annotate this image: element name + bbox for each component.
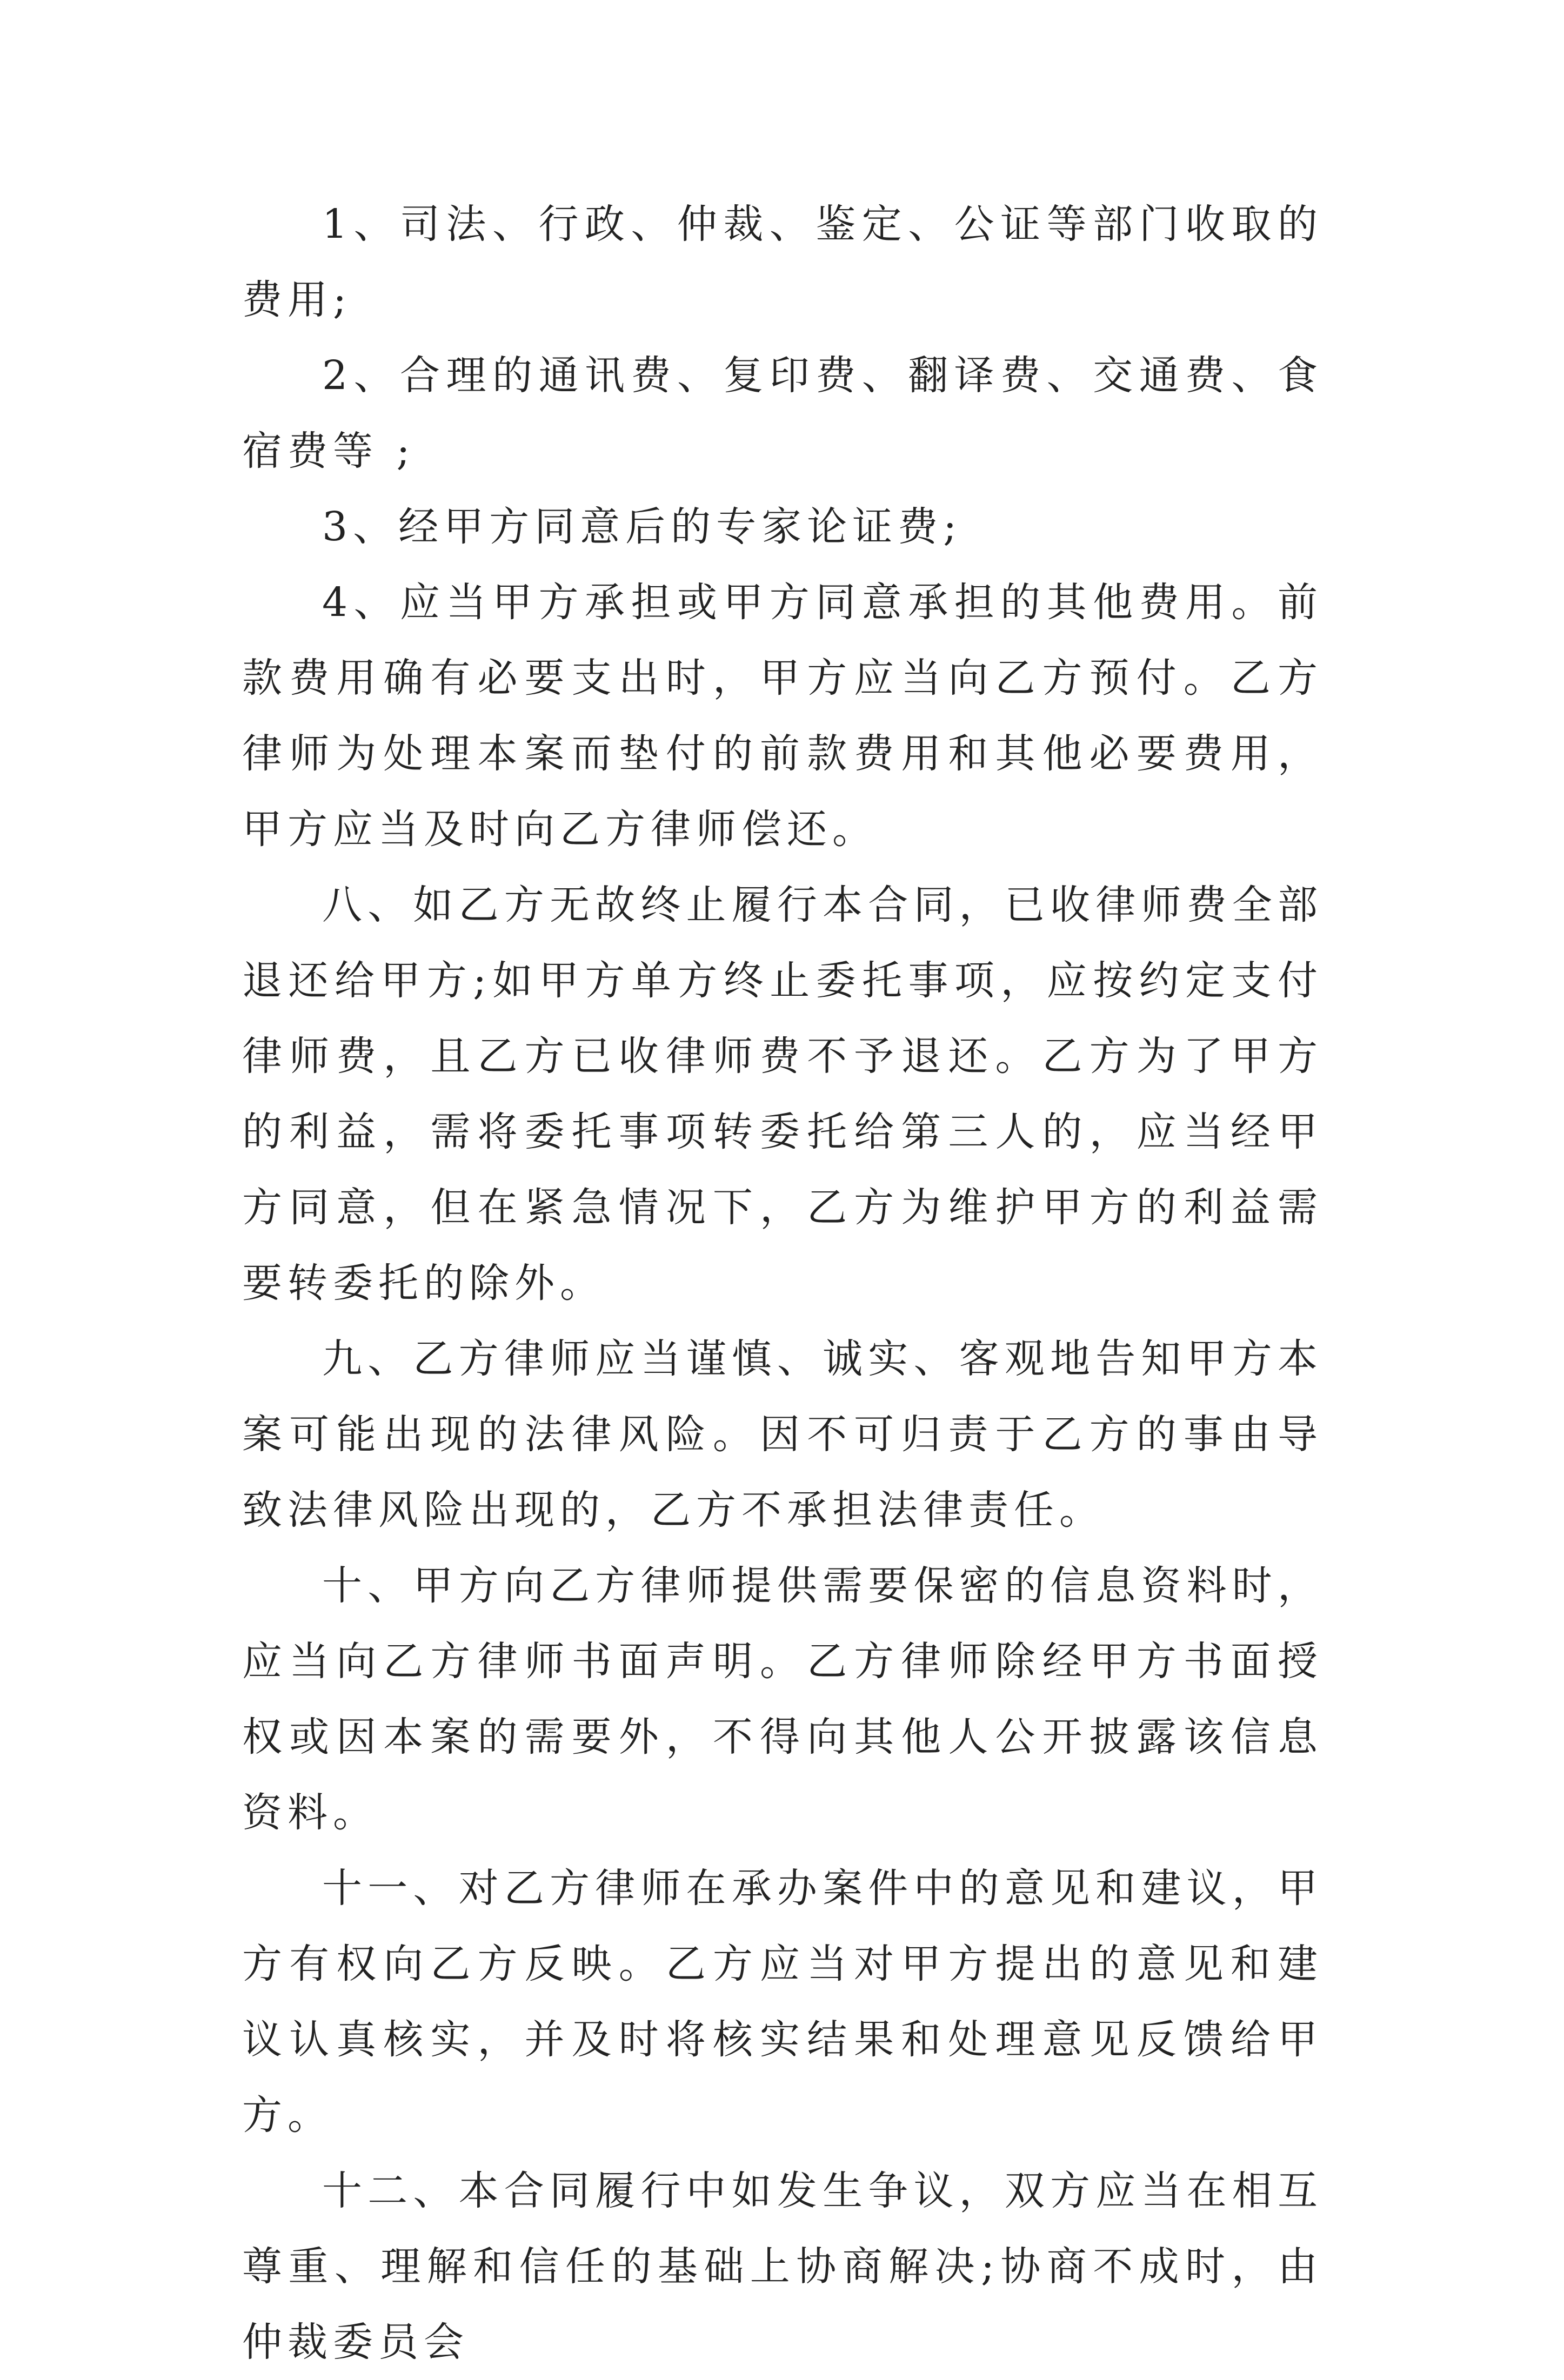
clause-fee-item-3: 3、经甲方同意后的专家论证费; (322, 504, 963, 550)
clause-fee-item-1: 1、司法、行政、仲裁、鉴定、公证等部门收取的费用; (242, 201, 1323, 323)
clause-nine: 九、乙方律师应当谨慎、诚实、客观地告知甲方本案可能出现的法律风险。因不可归责于乙方的事由导致法律风险出现的，乙方不承担法律责任。 (242, 1336, 1323, 1533)
clause-fee-item-2: 2、合理的通讯费、复印费、翻译费、交通费、食宿费等 ; (242, 352, 1323, 474)
clause-eight: 八、如乙方无故终止履行本合同，已收律师费全部退还给甲方;如甲方单方终止委托事项，应按约定支付律师费，且乙方已收律师费不予退还。乙方为了甲方的利益，需将委托事项转委托给第三人的，应当经甲方同意，但在紧急情况下，乙方为维护甲方的利益需要转委托的除外。 (242, 882, 1323, 1306)
clause-fee-item-4: 4、应当甲方承担或甲方同意承担的其他费用。前款费用确有必要支出时，甲方应当向乙方预付。乙方律师为处理本案而垫付的前款费用和其他必要费用，甲方应当及时向乙方律师偿还。 (242, 579, 1323, 853)
clause-eleven: 十一、对乙方律师在承办案件中的意见和建议，甲方有权向乙方反映。乙方应当对甲方提出的意见和建议认真核实，并及时将核实结果和处理意见反馈给甲方。 (242, 1865, 1323, 2138)
clause-twelve: 十二、本合同履行中如发生争议，双方应当在相互尊重、理解和信任的基础上协商解决;协商不成时，由仲裁委员会 (242, 2168, 1323, 2365)
clause-ten: 十、甲方向乙方律师提供需要保密的信息资料时，应当向乙方律师书面声明。乙方律师除经甲方书面授权或因本案的需要外，不得向其他人公开披露该信息资料。 (242, 1563, 1323, 1836)
contract-body (242, 186, 1323, 2380)
